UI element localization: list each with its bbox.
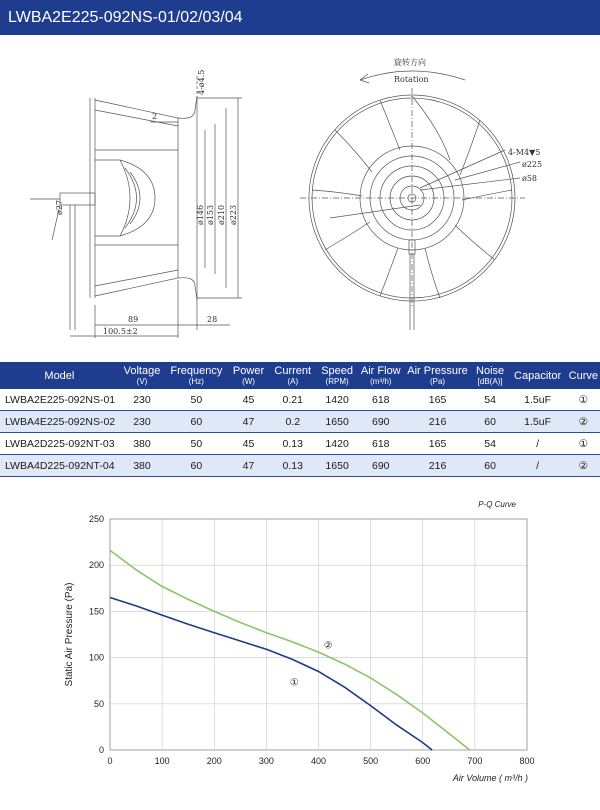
x-tick-label: 0 bbox=[107, 756, 113, 766]
dim-gap: 2 bbox=[152, 112, 158, 121]
cell-capacitor: 1.5uF bbox=[508, 411, 566, 433]
cell-speed: 1420 bbox=[316, 433, 358, 455]
x-tick-label: 200 bbox=[206, 756, 222, 766]
x-tick-label: 800 bbox=[519, 756, 535, 766]
cell-voltage: 230 bbox=[119, 411, 165, 433]
cell-current: 0.13 bbox=[270, 455, 316, 477]
cell-frequency: 60 bbox=[165, 455, 227, 477]
cell-air-flow: 618 bbox=[358, 433, 403, 455]
spec-table bbox=[0, 362, 600, 477]
cell-model: LWBA2E225-092NS-01 bbox=[0, 389, 119, 411]
dim-d146: ø146 bbox=[196, 204, 205, 225]
col-frequency: Frequency (Hz) bbox=[165, 362, 227, 389]
cell-model: LWBA2D225-092NT-03 bbox=[0, 433, 119, 455]
cell-speed: 1650 bbox=[316, 411, 358, 433]
table-row bbox=[0, 433, 600, 455]
rotation-label-cn: 旋转方向 bbox=[394, 58, 426, 67]
y-tick-label: 150 bbox=[88, 606, 104, 617]
cell-noise: 60 bbox=[472, 455, 509, 477]
x-axis-label: Air Volume ( m³/h ) bbox=[452, 773, 528, 783]
dim-d223: ø223 bbox=[229, 204, 238, 225]
cell-speed: 1650 bbox=[316, 455, 358, 477]
dim-thread: 4-M4▼5 bbox=[508, 148, 541, 157]
col-curve: Curve bbox=[567, 362, 600, 389]
cell-air-flow: 618 bbox=[358, 389, 403, 411]
cell-air-pressure: 165 bbox=[403, 389, 471, 411]
cell-model: LWBA4D225-092NT-04 bbox=[0, 455, 119, 477]
table-row bbox=[0, 411, 600, 433]
cell-model: LWBA4E225-092NS-02 bbox=[0, 411, 119, 433]
x-tick-label: 600 bbox=[415, 756, 431, 766]
cell-air-pressure: 216 bbox=[403, 455, 471, 477]
dim-d225: ø225 bbox=[522, 160, 543, 169]
col-noise: Noise [dB(A)] bbox=[472, 362, 509, 389]
col-air-pressure: Air Pressure (Pa) bbox=[403, 362, 471, 389]
cell-curve: ① bbox=[567, 389, 600, 411]
cell-power: 45 bbox=[227, 389, 269, 411]
col-speed: Speed (RPM) bbox=[316, 362, 358, 389]
series-line-1 bbox=[110, 598, 432, 751]
x-tick-label: 700 bbox=[467, 756, 483, 766]
dim-holes: 4-ø4.5 bbox=[197, 69, 206, 95]
cell-speed: 1420 bbox=[316, 389, 358, 411]
dim-w28: 28 bbox=[207, 315, 218, 324]
cell-voltage: 380 bbox=[119, 455, 165, 477]
pq-chart bbox=[0, 495, 600, 810]
cell-curve: ① bbox=[567, 433, 600, 455]
dim-d153: ø153 bbox=[206, 204, 215, 225]
dim-d27: ø27 bbox=[55, 200, 64, 215]
table-header-row bbox=[0, 362, 600, 389]
x-tick-label: 400 bbox=[310, 756, 327, 766]
rotation-label-en: Rotation bbox=[394, 75, 429, 84]
cell-noise: 54 bbox=[472, 433, 509, 455]
series-line-2 bbox=[110, 550, 470, 750]
cell-current: 0.13 bbox=[270, 433, 316, 455]
cell-power: 47 bbox=[227, 411, 269, 433]
cell-frequency: 60 bbox=[165, 411, 227, 433]
y-tick-label: 100 bbox=[88, 652, 104, 663]
cell-noise: 54 bbox=[472, 389, 509, 411]
front-view bbox=[300, 71, 525, 330]
col-voltage: Voltage (V) bbox=[119, 362, 165, 389]
cell-voltage: 380 bbox=[119, 433, 165, 455]
cell-air-pressure: 216 bbox=[403, 411, 471, 433]
table-row bbox=[0, 389, 600, 411]
col-current: Current (A) bbox=[270, 362, 316, 389]
table-row bbox=[0, 455, 600, 477]
cell-voltage: 230 bbox=[119, 389, 165, 411]
y-tick-label: 0 bbox=[98, 745, 104, 755]
cell-curve: ② bbox=[567, 455, 600, 477]
cell-air-pressure: 165 bbox=[403, 433, 471, 455]
cell-air-flow: 690 bbox=[358, 455, 403, 477]
cell-curve: ② bbox=[567, 411, 600, 433]
cell-air-flow: 690 bbox=[358, 411, 403, 433]
cell-power: 45 bbox=[227, 433, 269, 455]
cell-power: 47 bbox=[227, 455, 269, 477]
x-tick-label: 100 bbox=[154, 756, 170, 766]
cell-frequency: 50 bbox=[165, 433, 227, 455]
y-tick-label: 50 bbox=[93, 698, 104, 709]
col-model: Model bbox=[0, 362, 119, 389]
col-power: Power (W) bbox=[227, 362, 269, 389]
x-tick-label: 300 bbox=[258, 756, 274, 766]
series-label-2: ② bbox=[323, 640, 333, 652]
series-label-1: ① bbox=[289, 677, 299, 689]
cell-current: 0.2 bbox=[270, 411, 316, 433]
cell-current: 0.21 bbox=[270, 389, 316, 411]
cell-capacitor: / bbox=[508, 455, 566, 477]
cell-capacitor: / bbox=[508, 433, 566, 455]
y-tick-label: 250 bbox=[88, 514, 104, 524]
cell-noise: 60 bbox=[472, 411, 509, 433]
col-capacitor: Capacitor bbox=[508, 362, 566, 389]
cell-capacitor: 1.5uF bbox=[508, 389, 566, 411]
dim-w89: 89 bbox=[128, 315, 139, 324]
chart-title: P-Q Curve bbox=[478, 500, 516, 509]
dim-d210: ø210 bbox=[217, 204, 226, 225]
x-tick-label: 500 bbox=[363, 756, 379, 766]
technical-drawing bbox=[0, 40, 600, 360]
page-title: LWBA2E225-092NS-01/02/03/04 bbox=[0, 0, 600, 35]
y-tick-label: 200 bbox=[88, 560, 104, 571]
cell-frequency: 50 bbox=[165, 389, 227, 411]
dim-d58: ø58 bbox=[522, 174, 537, 183]
dim-w100: 100.5±2 bbox=[103, 327, 138, 336]
y-axis-label: Static Air Pressure (Pa) bbox=[64, 582, 75, 687]
col-air-flow: Air Flow (m³/h) bbox=[358, 362, 403, 389]
